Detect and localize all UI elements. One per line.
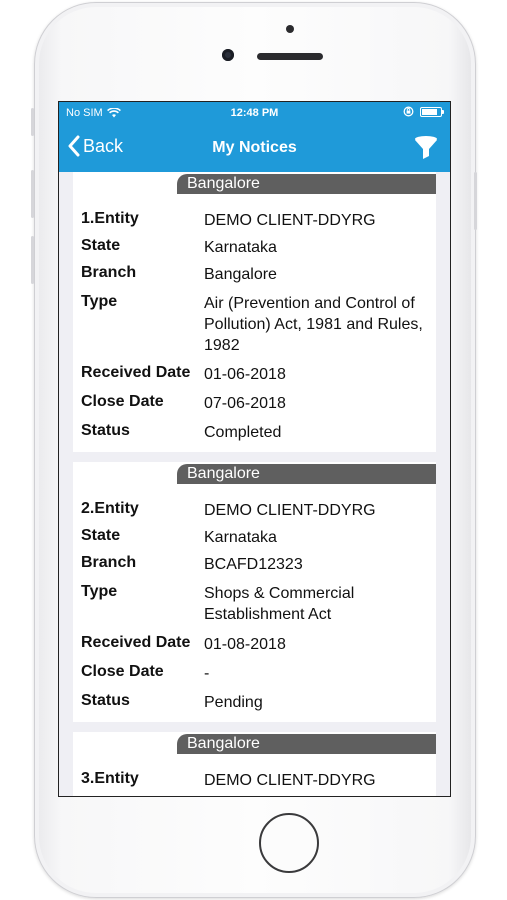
location-tag: Bangalore — [177, 464, 436, 484]
state-value: Karnataka — [204, 239, 277, 256]
notice-list[interactable] — [59, 172, 450, 797]
home-button[interactable] — [259, 813, 319, 873]
received-date-value: 01-08-2018 — [204, 636, 286, 653]
location-tag: Bangalore — [177, 734, 436, 754]
notice-card[interactable] — [73, 172, 436, 452]
state-label: State — [81, 237, 121, 254]
entity-value: DEMO CLIENT-DDYRG — [204, 212, 376, 229]
navigation-bar — [59, 126, 450, 172]
card-header — [73, 172, 436, 196]
notice-card[interactable] — [73, 732, 436, 797]
close-date-label: Close Date — [81, 663, 164, 680]
power-button[interactable] — [474, 172, 477, 230]
clock: 12:48 PM — [230, 107, 279, 119]
mute-switch[interactable] — [31, 108, 34, 136]
page-title: My Notices — [212, 139, 297, 156]
app-screen — [58, 101, 451, 797]
status-value: Pending — [204, 694, 263, 711]
type-label: Type — [81, 293, 118, 310]
type-label: Type — [81, 583, 118, 600]
state-label: State — [81, 527, 121, 544]
entity-value: DEMO CLIENT-DDYRG — [204, 772, 376, 789]
received-date-label: Received Date — [81, 364, 191, 381]
filter-icon[interactable] — [412, 134, 440, 162]
type-value: Air (Prevention and Control of Pollution) Act, 1981 and Rules, 1982 — [204, 295, 423, 354]
volume-up-button[interactable] — [31, 170, 34, 218]
location-tag: Bangalore — [177, 174, 436, 194]
close-date-value: - — [204, 665, 210, 682]
notice-card[interactable] — [73, 462, 436, 722]
status-value: Completed — [204, 424, 282, 441]
status-label: Status — [81, 422, 130, 439]
branch-label: Branch — [81, 554, 137, 571]
earpiece-speaker — [257, 53, 323, 60]
orientation-lock-icon — [403, 106, 414, 117]
front-camera — [222, 49, 234, 61]
received-date-value: 01-06-2018 — [204, 366, 286, 383]
branch-value: BCAFD12323 — [204, 556, 303, 573]
status-label: Status — [81, 692, 130, 709]
close-date-label: Close Date — [81, 393, 164, 410]
type-value: Shops & Commercial Establishment Act — [204, 585, 355, 623]
status-bar — [59, 102, 450, 126]
entity-value: DEMO CLIENT-DDYRG — [204, 502, 376, 519]
entity-label: 3.Entity — [81, 770, 139, 787]
entity-label: 2.Entity — [81, 500, 139, 517]
branch-value: Bangalore — [204, 266, 277, 283]
branch-label: Branch — [81, 264, 137, 281]
carrier-label: No SIM — [66, 107, 103, 119]
proximity-sensor — [286, 25, 294, 33]
received-date-label: Received Date — [81, 634, 191, 651]
card-header — [73, 732, 436, 756]
entity-label: 1.Entity — [81, 210, 139, 227]
volume-down-button[interactable] — [31, 236, 34, 284]
back-label: Back — [83, 135, 124, 156]
card-header — [73, 462, 436, 486]
close-date-value: 07-06-2018 — [204, 395, 286, 412]
battery-icon — [420, 107, 442, 117]
state-value: Karnataka — [204, 529, 277, 546]
